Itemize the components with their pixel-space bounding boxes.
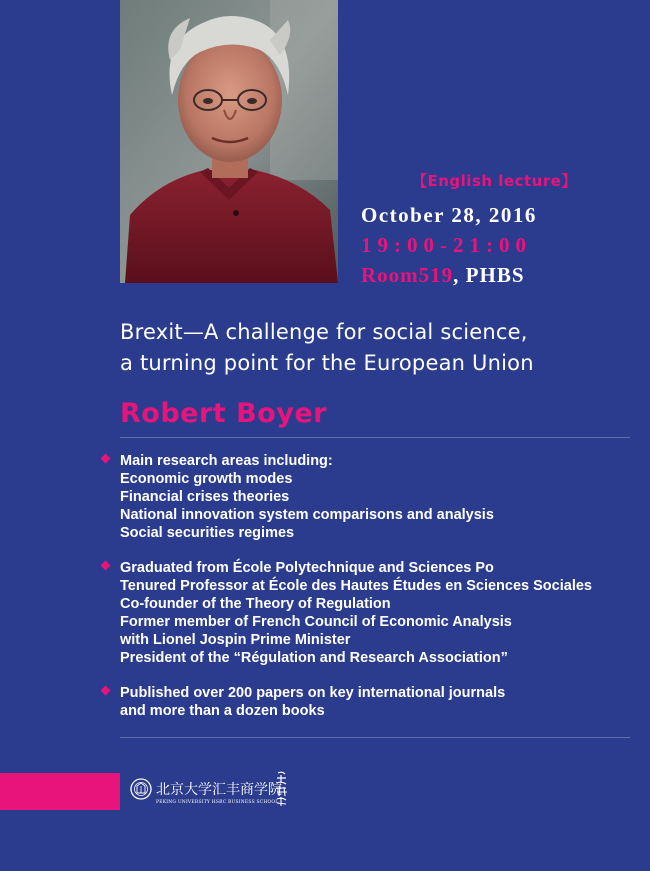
- portrait-image: [120, 0, 338, 283]
- venue-name: PHBS: [465, 263, 525, 287]
- speaker-name: Robert Boyer: [120, 398, 327, 429]
- event-date: October 28, 2016: [361, 203, 537, 227]
- bio-line: Economic growth modes: [120, 471, 293, 487]
- divider: [120, 437, 630, 438]
- talk-title-line: Brexit—A challenge for social science,: [120, 320, 528, 344]
- logo-english-name: PEKING UNIVERSITY HSBC BUSINESS SCHOOL: [156, 800, 279, 805]
- talk-title: [120, 317, 640, 379]
- bio-line: Graduated from École Polytechnique and Sciences Po: [120, 560, 494, 576]
- bio-line: and more than a dozen books: [120, 703, 325, 719]
- bio-line: Tenured Professor at École des Hautes Études en Sciences Sociales: [120, 578, 592, 594]
- room-number: Room519: [361, 263, 454, 287]
- bio-line: with Lionel Jospin Prime Minister: [120, 632, 351, 648]
- bio-line: Main research areas including:: [120, 453, 333, 469]
- bio-line: Co-founder of the Theory of Regulation: [120, 596, 391, 612]
- event-time: 19:00-21:00: [361, 233, 532, 257]
- lecture-type-tag: 【English lecture】: [412, 172, 577, 190]
- room-separator: ,: [453, 263, 460, 287]
- talk-title-line: a turning point for the European Union: [120, 351, 534, 375]
- accent-band: [0, 773, 120, 810]
- bio-line: National innovation system comparisons and analysis: [120, 507, 494, 523]
- logo-chinese-name: 北京大学汇丰商学院: [156, 782, 282, 798]
- bio-group-research: [100, 452, 645, 542]
- bio-line: President of the “Régulation and Research Association”: [120, 650, 508, 666]
- diamond-bullet-icon: [101, 686, 111, 696]
- diamond-bullet-icon: [101, 561, 111, 571]
- university-emblem-icon: [130, 778, 152, 800]
- calligraphy-seal-icon: [272, 770, 292, 808]
- bio-group-career: [100, 559, 645, 667]
- bio-line: Published over 200 papers on key international journals: [120, 685, 506, 701]
- event-location: [361, 263, 525, 288]
- divider: [120, 737, 630, 738]
- bio-group-publications: [100, 684, 645, 720]
- speaker-portrait: [120, 0, 338, 283]
- speaker-bio: [100, 452, 645, 737]
- bio-line: Former member of French Council of Economic Analysis: [120, 614, 512, 630]
- bio-line: Financial crises theories: [120, 489, 290, 505]
- bio-line: Social securities regimes: [120, 525, 295, 541]
- diamond-bullet-icon: [101, 454, 111, 464]
